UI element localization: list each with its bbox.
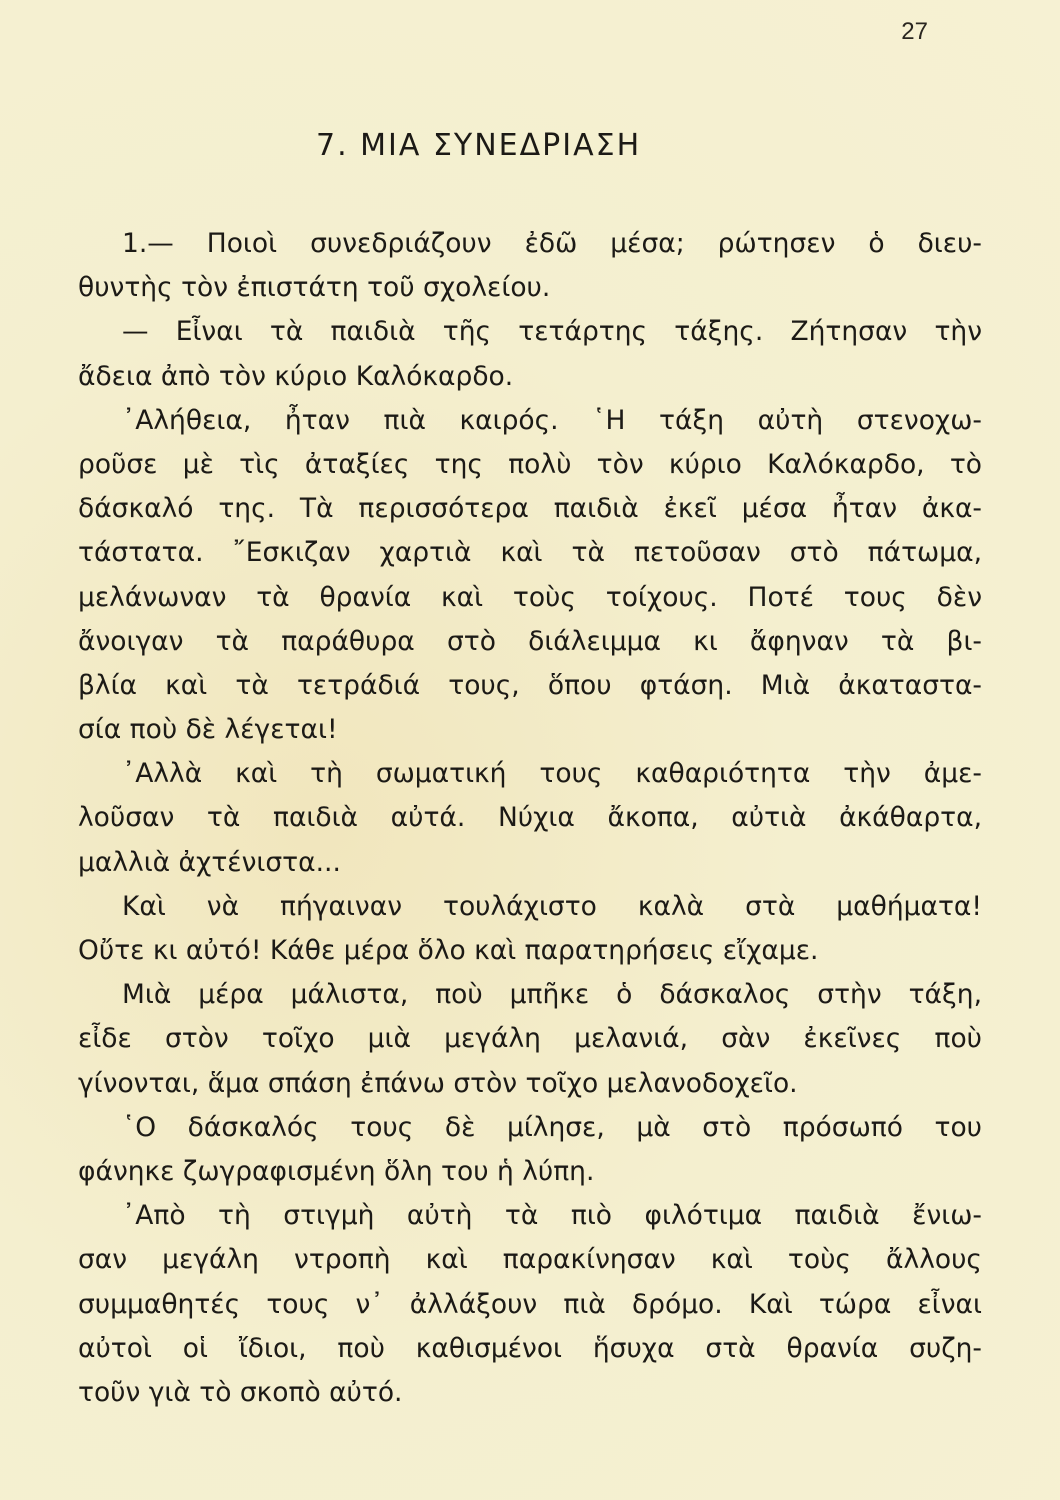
text-line: ἄνοιγαν τὰ παράθυρα στὸ διάλειμμα κι ἄφηναν τὰ βι- [78,625,982,657]
text-line: δάσκαλό της. Τὰ περισσότερα παιδιὰ ἐκεῖ μέσα ἦταν ἀκα- [78,493,982,525]
body-text [78,222,982,1415]
text-line: σαν μεγάλη ντροπὴ καὶ παρακίνησαν καὶ τοὺς ἄλλους [78,1244,982,1276]
text-line: ῾Ο δάσκαλός τους δὲ μίλησε, μὰ στὸ πρόσωπό του [122,1111,982,1143]
text-line: θυντὴς τὸν ἐπιστάτη τοῦ σχολείου. [78,272,551,304]
text-line: τάστατα. ῎Εσκιζαν χαρτιὰ καὶ τὰ πετοῦσαν στὸ πάτωμα, [78,537,982,569]
text-line: μελάνωναν τὰ θρανία καὶ τοὺς τοίχους. Ποτέ τους δὲν [78,581,982,613]
text-line: γίνονται, ἅμα σπάση ἐπάνω στὸν τοῖχο μελανοδοχεῖο. [78,1067,798,1099]
text-line: Οὔτε κι αὐτό! Κάθε μέρα ὅλο καὶ παρατηρήσεις εἴχαμε. [78,935,819,966]
text-line: λοῦσαν τὰ παιδιὰ αὐτά. Νύχια ἄκοπα, αὐτιὰ ἀκάθαρτα, [78,802,982,834]
text-line: τοῦν γιὰ τὸ σκοπὸ αὐτό. [78,1376,403,1408]
page-number: 27 [901,18,928,45]
text-line: ᾿Απὸ τὴ στιγμὴ αὐτὴ τὰ πιὸ φιλότιμα παιδιὰ ἔνιω- [122,1200,982,1232]
text-line: συμμαθητές τους ν᾿ ἀλλάξουν πιὰ δρόμο. Καὶ τώρα εἶναι [78,1288,982,1320]
text-line: ᾿Αλήθεια, ἦταν πιὰ καιρός. ῾Η τάξη αὐτὴ στενοχω- [122,404,982,436]
text-line: — Εἶναι τὰ παιδιὰ τῆς τετάρτης τάξης. Ζήτησαν τὴν [122,316,982,348]
text-line: μαλλιὰ ἀχτένιστα... [78,846,341,878]
chapter-title: 7. ΜΙΑ ΣΥΝΕΔΡΙΑΣΗ [316,128,642,163]
text-line: ἄδεια ἀπὸ τὸν κύριο Καλόκαρδο. [78,360,514,392]
text-line: 1.— Ποιοὶ συνεδριάζουν ἐδῶ μέσα; ρώτησεν ὁ διευ- [122,228,982,259]
text-line: εἶδε στὸν τοῖχο μιὰ μεγάλη μελανιά, σὰν ἐκεῖνες ποὺ [78,1023,982,1055]
text-line: ροῦσε μὲ τὶς ἀταξίες της πολὺ τὸν κύριο Καλόκαρδο, τὸ [78,448,982,480]
text-line: βλία καὶ τὰ τετράδιά τους, ὅπου φτάση. Μιὰ ἀκαταστα- [78,669,982,701]
text-line: σία ποὺ δὲ λέγεται! [78,714,338,746]
text-line: Μιὰ μέρα μάλιστα, ποὺ μπῆκε ὁ δάσκαλος στὴν τάξη, [122,979,982,1011]
text-line: φάνηκε ζωγραφισμένη ὅλη του ἡ λύπη. [78,1155,595,1187]
text-line: ᾿Αλλὰ καὶ τὴ σωματική τους καθαριότητα τὴν ἀμε- [122,758,982,790]
text-line: Καὶ νὰ πήγαιναν τουλάχιστο καλὰ στὰ μαθήματα! [122,890,982,922]
text-line: αὐτοὶ οἱ ἴδιοι, ποὺ καθισμένοι ἥσυχα στὰ θρανία συζη- [78,1332,982,1364]
